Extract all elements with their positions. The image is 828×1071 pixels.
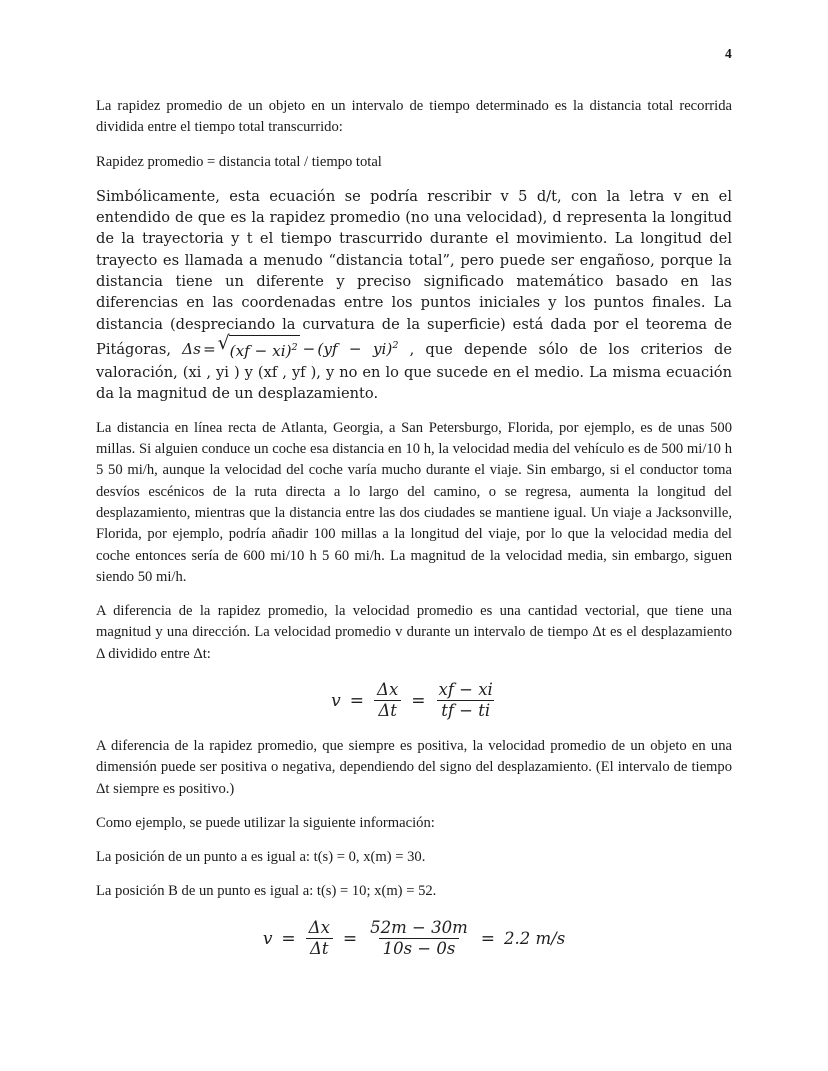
eq1-fraction-expanded <box>435 681 497 721</box>
eq1-equals-first: = <box>349 690 365 711</box>
eq2-equals-second: = <box>342 928 358 949</box>
inline-eq-radicand <box>229 335 300 362</box>
eq2-frac1-numerator: Δx <box>308 917 330 937</box>
paragraph-point-b: La posición B de un punto es igual a: t(s) = 10; x(m) = 52. <box>96 883 437 900</box>
eq1-frac1-numerator: Δx <box>377 679 399 699</box>
term2-close-paren: ) <box>386 339 393 358</box>
inline-eq-lhs: Δs <box>182 339 201 358</box>
eq2-equals-first: = <box>281 928 296 949</box>
eq1-frac2-numerator: xf − xi <box>438 679 493 699</box>
eq1-equals-second: = <box>411 690 426 711</box>
radicand-term: xf − xi <box>235 341 286 360</box>
eq1-frac2-denominator: tf − ti <box>437 700 494 720</box>
paragraph-symbolic-distance-text-after: , que depende sólo de los criterios de valoración, (xi , yi ) y (xf , yf ), y no en lo que sucede en el medio. La misma ecuación da la magnitud de un desplazamiento. <box>96 340 732 403</box>
paragraph-symbolic-distance-text-before: Simbólicamente, esta ecuación se podría rescribir v 5 d/t, con la letra v en el entendido de que es la rapidez promedio (no una velocidad), d representa la longitud de la trayectoria y t el tiempo trascurrido durante el movimiento. La longitud del trayecto es llamada a menudo “distancia total”, pero puede ser engañoso, porque la distancia tiene un diferente y preciso significado matemático basado en las diferencias en las coordenadas entre los puntos iniciales y los puntos finales. La distancia (despreciando la curvatura de la superficie) está dada por el teorema de Pitágoras, <box>96 187 732 358</box>
eq2-variable: v <box>262 928 273 949</box>
radical-sign-icon: √ <box>217 331 230 354</box>
page-number: 4 <box>725 46 732 61</box>
eq2-equals-third: = <box>480 928 496 949</box>
eq2-frac2-denominator: 10s − 0s <box>379 938 460 958</box>
eq2-frac1-denominator: Δt <box>306 938 333 958</box>
eq2-frac2-numerator: 52m − 30m <box>370 917 468 937</box>
eq1-fraction-delta <box>373 681 402 721</box>
term2-exponent: 2 <box>392 339 399 351</box>
eq2-fraction-values <box>366 919 472 959</box>
term2-open-paren: ( <box>317 339 324 358</box>
paragraph-atlanta-example: La distancia en línea recta de Atlanta, Georgia, a San Petersburgo, Florida, por ejemplo, es de unas 500 millas. Si alguien conduce un coche esa distancia en 10 h, la velocidad media del vehículo es de 500 mi/10 h 5 50 mi/h, aunque la velocidad del coche varía mucho durante el viaje. Sin embargo, si el conductor toma desvíos escénicos de la ruta directa a lo largo del camino, o se regresa, aumenta la longitud del desplazamiento, mientras que la distancia entre las dos ciudades se mantiene igual. Un viaje a Jacksonville, Florida, por ejemplo, podría añadir 100 millas a la longitud del viaje, por lo que la velocidad media del coche entonces sería de 600 mi/10 h 5 60 mi/h. La magnitud de la velocidad media, sin embargo, siguen siendo 50 mi/h. <box>96 419 732 585</box>
paragraph-velocity-sign: A diferencia de la rapidez promedio, que siempre es positiva, la velocidad promedio de un objeto en una dimensión puede ser positiva o negativa, dependiendo del signo del desplazamiento. (El intervalo de tiempo Δt siempre es positivo.) <box>96 737 732 797</box>
eq1-variable: v <box>331 690 341 711</box>
term2-body: yf − yi <box>323 339 387 358</box>
inline-eq-minus: − <box>302 339 316 358</box>
paragraph-average-speed-definition: La rapidez promedio de un objeto en un intervalo de tiempo determinado es la distancia total recorrida dividida entre el tiempo total transcurrido: <box>96 98 732 136</box>
radicand-close-paren: ) <box>285 341 292 360</box>
paragraph-point-a: La posición de un punto a es igual a: t(s) = 0, x(m) = 30. <box>96 849 426 866</box>
equation-row <box>263 919 565 959</box>
paragraph-symbolic-distance <box>96 186 732 405</box>
paragraph-speed-formula-words: Rapidez promedio = distancia total / tiempo total <box>96 153 382 170</box>
paragraph-average-velocity-intro: A diferencia de la rapidez promedio, la velocidad promedio es una cantidad vectorial, que tiene una magnitud y una dirección. La velocidad promedio v durante un intervalo de tiempo Δt es el desplazamiento Δ dividido entre Δt: <box>96 603 732 662</box>
eq2-result: 2.2 m/s <box>504 929 566 949</box>
inline-equation-pythagoras <box>182 331 409 360</box>
eq2-fraction-delta <box>305 919 334 959</box>
display-equation-velocity-general <box>96 681 732 721</box>
equation-row <box>331 681 497 721</box>
paragraph-example-intro: Como ejemplo, se puede utilizar la siguiente información: <box>96 814 435 831</box>
inline-eq-equals: = <box>202 339 216 358</box>
page-content <box>96 96 732 974</box>
radicand-open-paren: ( <box>229 341 236 360</box>
eq1-frac1-denominator: Δt <box>374 700 401 720</box>
radicand-exponent: 2 <box>291 341 298 353</box>
display-equation-velocity-computed <box>96 919 732 959</box>
inline-eq-radical <box>217 331 300 362</box>
